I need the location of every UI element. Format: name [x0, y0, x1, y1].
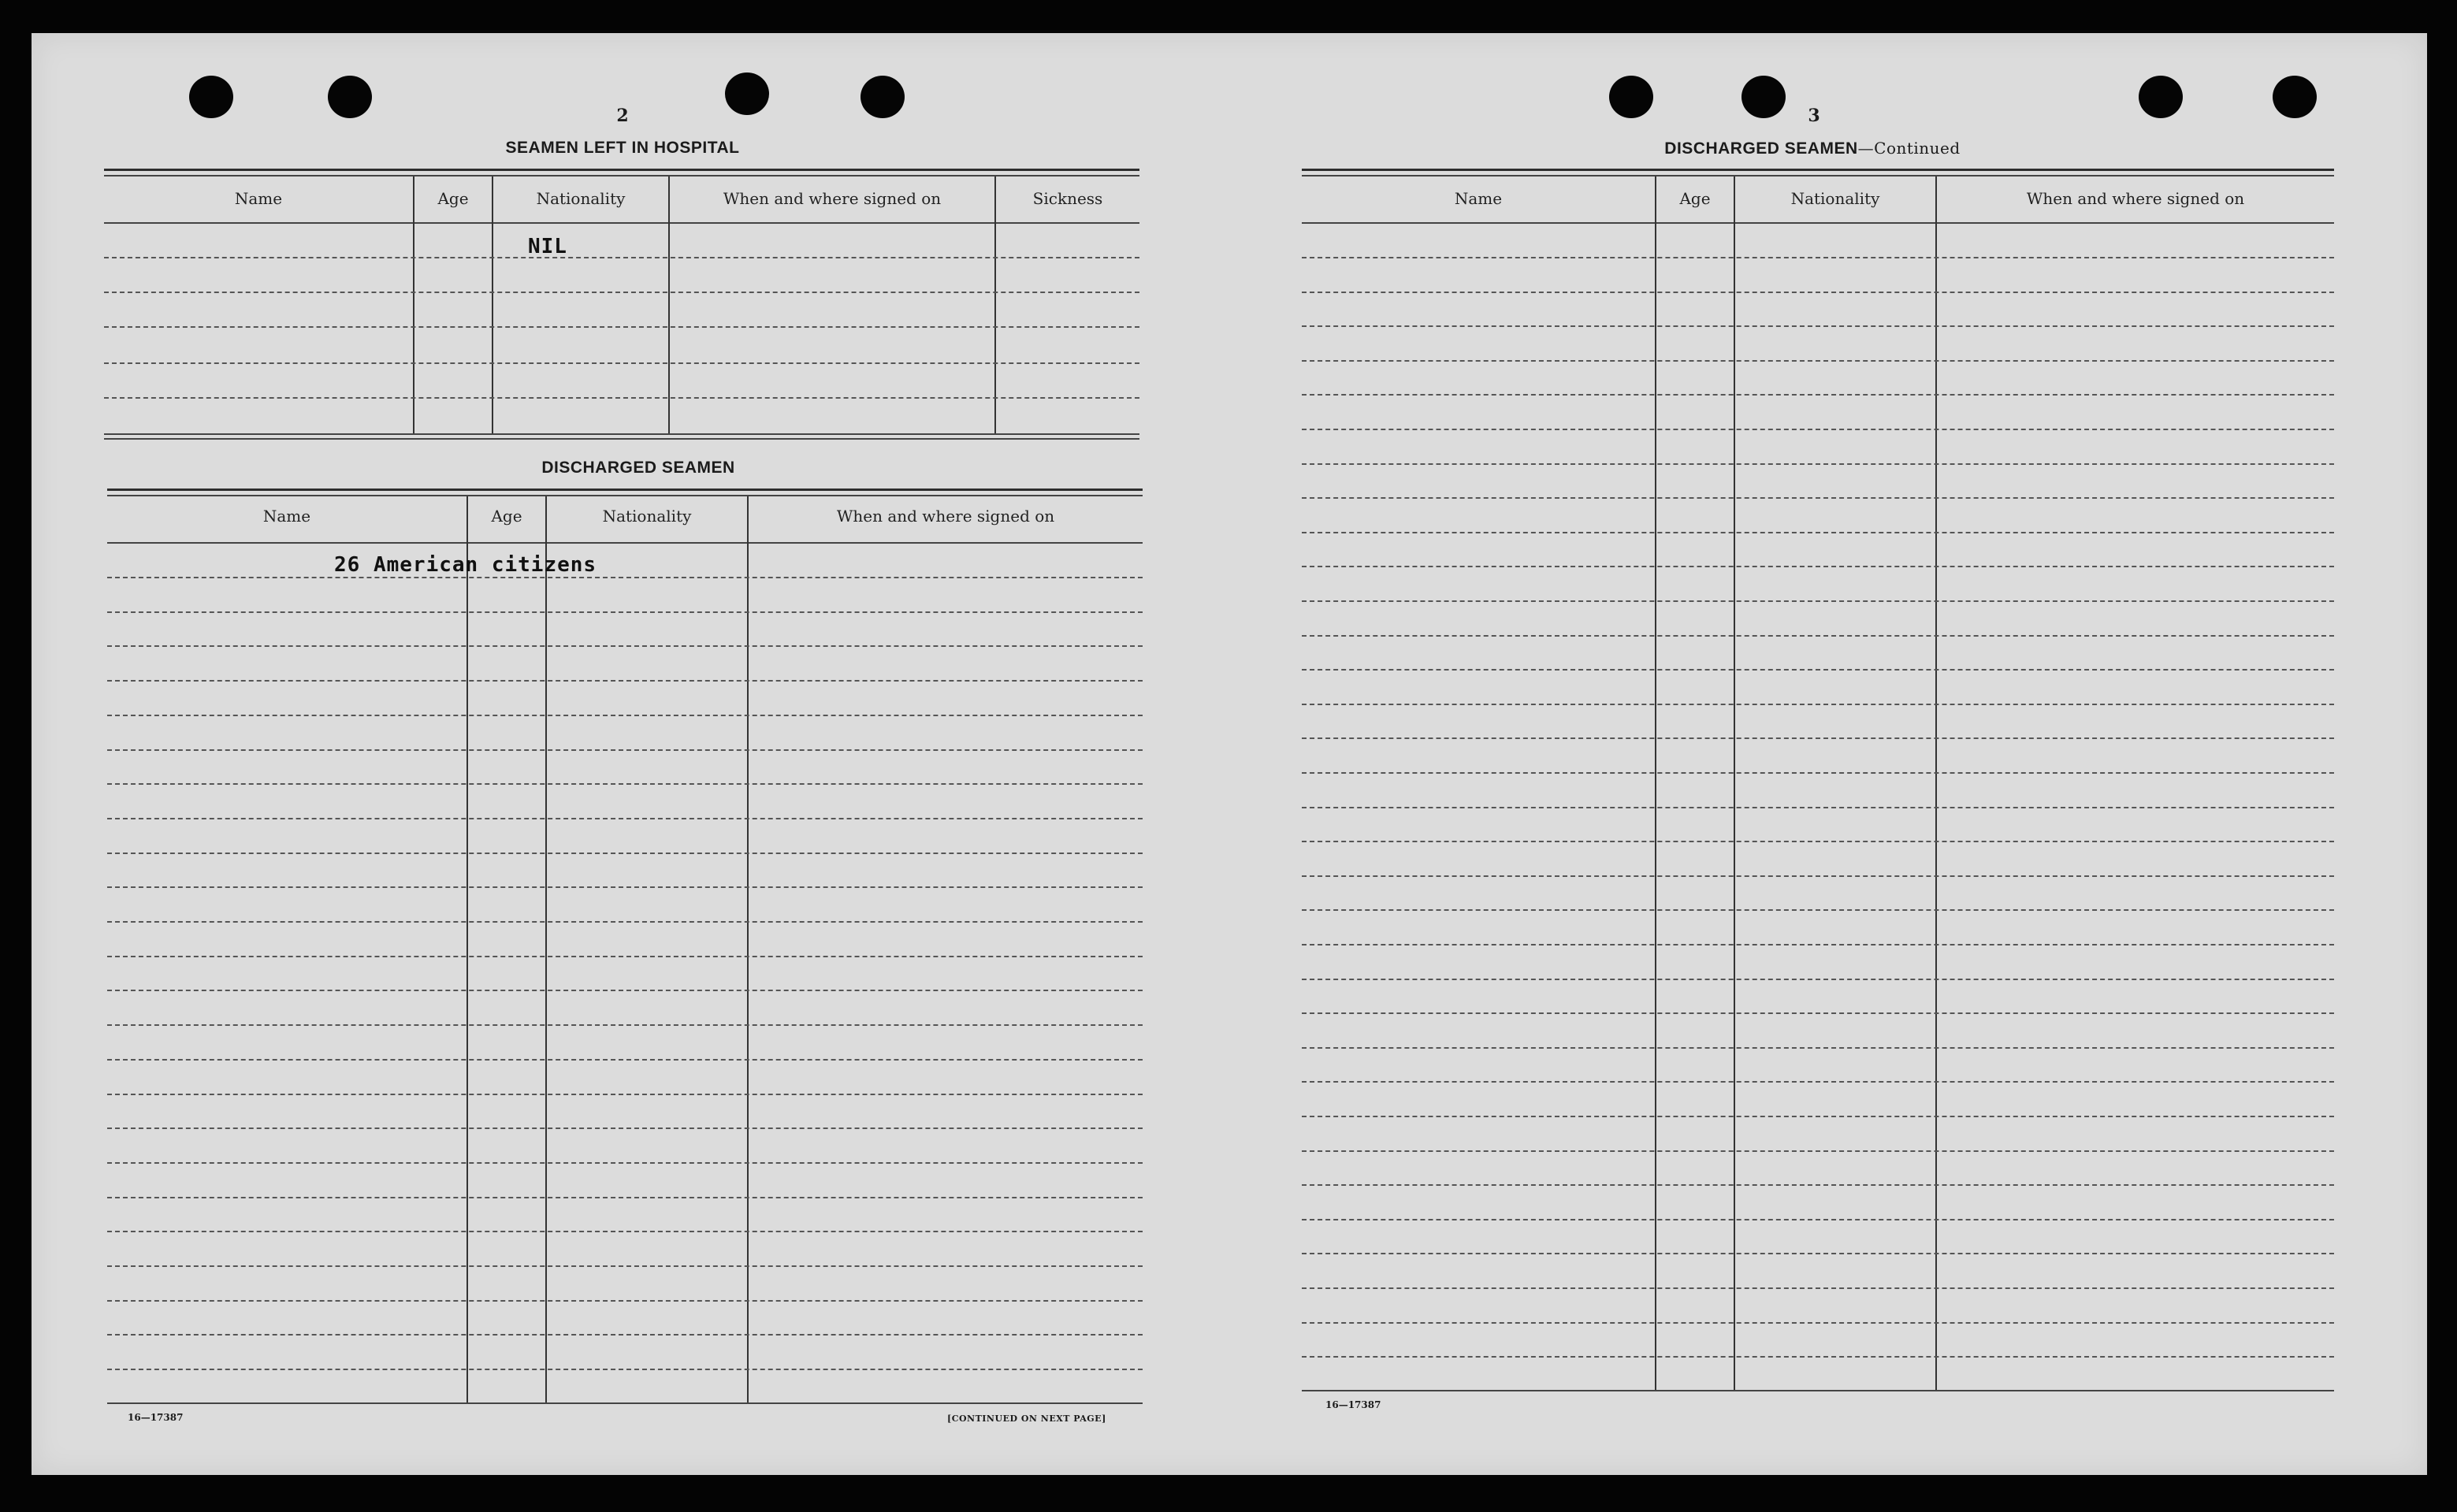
punch-hole [1741, 76, 1786, 118]
document-sheet [32, 33, 2427, 1475]
hospital-divider [413, 176, 414, 433]
table-row-line [1302, 292, 2334, 293]
continued-note: [CONTINUED ON NEXT PAGE] [947, 1414, 1106, 1424]
right-col-age: Age [1679, 189, 1711, 208]
hospital-divider [994, 176, 996, 433]
left-form-number: 16—17387 [128, 1412, 184, 1423]
punch-hole [1609, 76, 1653, 118]
hospital-col-signed-on: When and where signed on [723, 189, 942, 208]
right-top-rule [1302, 169, 2334, 171]
table-row-line [1302, 1081, 2334, 1083]
table-row-line [107, 818, 1143, 819]
table-row-line [1302, 807, 2334, 808]
punch-hole [2139, 76, 2183, 118]
hospital-col-sickness: Sickness [1032, 189, 1103, 208]
table-row-line [1302, 600, 2334, 602]
table-row-line [107, 1231, 1143, 1232]
table-row-line [107, 1024, 1143, 1026]
hospital-top-rule-2 [104, 175, 1139, 176]
table-row-line [1302, 566, 2334, 567]
table-row-line [1302, 1253, 2334, 1254]
table-row-line [1302, 772, 2334, 774]
table-row-line [1302, 394, 2334, 396]
right-divider [1935, 176, 1937, 1390]
punch-hole [189, 76, 233, 118]
right-top-rule-2 [1302, 175, 2334, 176]
table-row-line [1302, 532, 2334, 533]
left-page-number: 2 [616, 106, 629, 126]
table-row-line [107, 1265, 1143, 1267]
table-row-line [1302, 841, 2334, 842]
hospital-row-line [104, 257, 1139, 258]
hospital-bottom-rule-2 [104, 438, 1139, 440]
discharged-section-title: DISCHARGED SEAMEN [541, 459, 735, 477]
table-row-line [107, 1300, 1143, 1302]
table-row-line [1302, 635, 2334, 637]
discharged-header-rule [107, 542, 1143, 544]
hospital-bottom-rule [104, 433, 1139, 435]
table-row-line [107, 1127, 1143, 1129]
table-row-line [107, 990, 1143, 991]
table-row-line [1302, 1322, 2334, 1324]
right-section-title [1544, 139, 2080, 158]
hospital-divider [492, 176, 493, 433]
right-col-nationality: Nationality [1790, 189, 1880, 208]
table-row-line [1302, 979, 2334, 980]
right-bottom-rule [1302, 1390, 2334, 1391]
hospital-entry: NIL [528, 235, 567, 258]
punch-hole [725, 72, 769, 115]
hospital-top-rule [104, 169, 1139, 171]
table-row-line [1302, 360, 2334, 362]
table-row-line [107, 577, 1143, 578]
table-row-line [107, 1059, 1143, 1061]
table-row-line [1302, 257, 2334, 258]
right-divider [1734, 176, 1735, 1390]
right-col-name: Name [1454, 189, 1503, 208]
hospital-row-line [104, 326, 1139, 328]
discharged-top-rule-2 [107, 495, 1143, 496]
hospital-row-line [104, 292, 1139, 293]
table-row-line [1302, 1219, 2334, 1220]
table-row-line [107, 715, 1143, 716]
table-row-line [107, 1094, 1143, 1095]
hospital-section-title: SEAMEN LEFT IN HOSPITAL [505, 139, 740, 157]
table-row-line [107, 611, 1143, 613]
table-row-line [1302, 429, 2334, 430]
hospital-col-nationality: Nationality [536, 189, 626, 208]
table-row-line [1302, 1356, 2334, 1358]
table-row-line [107, 645, 1143, 647]
right-page-number: 3 [1808, 106, 1820, 126]
table-row-line [1302, 1287, 2334, 1289]
table-row-line [107, 1369, 1143, 1370]
hospital-divider [668, 176, 670, 433]
discharged-top-rule [107, 489, 1143, 491]
hospital-col-name: Name [234, 189, 283, 208]
table-row-line [107, 680, 1143, 682]
table-row-line [1302, 1116, 2334, 1117]
table-row-line [1302, 737, 2334, 739]
table-row-line [107, 886, 1143, 888]
hospital-header-rule [104, 222, 1139, 224]
right-title-main: DISCHARGED SEAMEN [1664, 139, 1858, 158]
table-row-line [1302, 875, 2334, 877]
table-row-line [107, 853, 1143, 854]
table-row-line [1302, 909, 2334, 911]
right-divider [1655, 176, 1656, 1390]
table-row-line [1302, 1184, 2334, 1186]
table-row-line [1302, 704, 2334, 705]
table-row-line [107, 783, 1143, 785]
right-col-signed-on: When and where signed on [2026, 189, 2245, 208]
discharged-entry: 26 American citizens [334, 553, 597, 577]
discharged-col-nationality: Nationality [602, 507, 692, 526]
table-row-line [107, 1197, 1143, 1198]
discharged-col-signed-on: When and where signed on [836, 507, 1055, 526]
punch-hole [328, 76, 372, 118]
discharged-col-name: Name [262, 507, 311, 526]
table-row-line [1302, 497, 2334, 499]
table-row-line [1302, 944, 2334, 945]
discharged-col-age: Age [491, 507, 522, 526]
punch-hole [861, 76, 905, 118]
table-row-line [107, 921, 1143, 923]
hospital-row-line [104, 397, 1139, 399]
right-title-continued: —Continued [1857, 139, 1961, 158]
table-row-line [107, 956, 1143, 957]
hospital-row-line [104, 362, 1139, 364]
table-row-line [1302, 325, 2334, 327]
table-row-line [1302, 1012, 2334, 1014]
table-row-line [1302, 669, 2334, 671]
table-row-line [107, 1162, 1143, 1164]
table-row-line [1302, 1047, 2334, 1049]
right-header-rule [1302, 222, 2334, 224]
table-row-line [107, 1334, 1143, 1336]
table-row-line [107, 749, 1143, 751]
table-row-line [1302, 1150, 2334, 1152]
right-form-number: 16—17387 [1325, 1399, 1381, 1410]
table-row-line [1302, 463, 2334, 465]
hospital-col-age: Age [437, 189, 469, 208]
discharged-bottom-rule [107, 1402, 1143, 1404]
punch-hole [2273, 76, 2317, 118]
